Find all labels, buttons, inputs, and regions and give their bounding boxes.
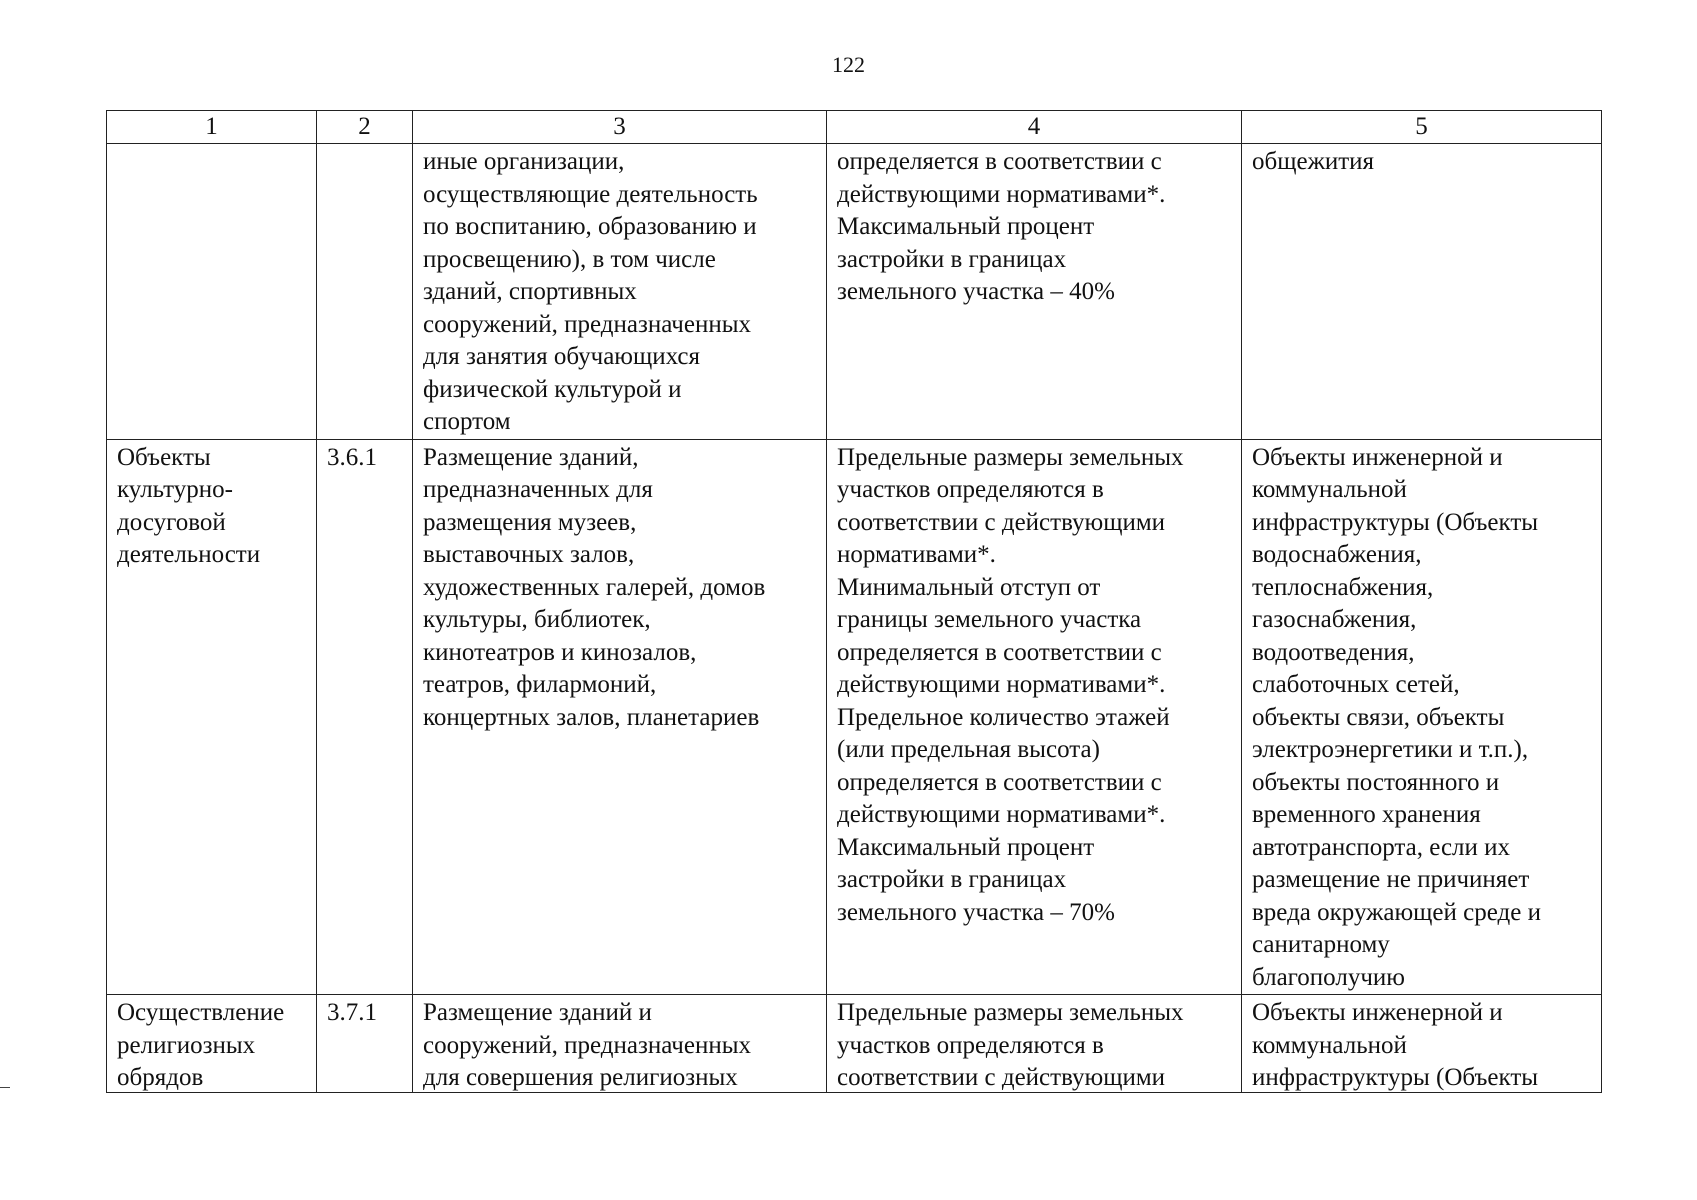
- cell-use-type-container: [107, 995, 317, 1093]
- table-row: [107, 439, 1602, 995]
- table-header-row: [107, 111, 1602, 144]
- cell-code: 3.7.1: [327, 999, 377, 1026]
- column-header-5: 5: [1242, 111, 1602, 144]
- cell-parameters-container: [827, 995, 1242, 1093]
- column-header-1: 1: [107, 111, 317, 144]
- cell-auxiliary-uses-container: [1242, 995, 1602, 1093]
- column-header-3: 3: [413, 111, 827, 144]
- cell-use-type: [107, 144, 317, 440]
- cell-code-container: [317, 995, 413, 1093]
- margin-mark: [0, 1087, 10, 1088]
- cell-description: Размещение зданий и сооружений, предназначенных для совершения религиозных: [423, 999, 752, 1091]
- column-header-4: 4: [827, 111, 1242, 144]
- cell-parameters: Предельные размеры земельных участков определяются в соответствии с действующими нормативами*. Минимальный отступ от границы земельного участка определяется в соответствии с действующими нормативами*. Предельное количество этажей (или предельная высота) определяется в соответствии с действующими нормативами*. Максимальный процент застройки в границах земельного участка – 70%: [827, 439, 1242, 995]
- cell-parameters: определяется в соответствии с действующими нормативами*. Максимальный процент застройки в границах земельного участка – 40%: [827, 144, 1242, 440]
- table-row: [107, 995, 1602, 1093]
- cell-code: [317, 144, 413, 440]
- cell-description: иные организации, осуществляющие деятельность по воспитанию, образованию и просвещению), в том числе зданий, спортивных сооружений, предназначенных для занятия обучающихся физической культурой и спортом: [413, 144, 827, 440]
- zoning-table: [106, 110, 1602, 1093]
- cell-use-type: Осуществление религиозных обрядов: [117, 999, 285, 1091]
- table-row: [107, 144, 1602, 440]
- cell-description-container: [413, 995, 827, 1093]
- cell-description: Размещение зданий, предназначенных для размещения музеев, выставочных залов, художественных галерей, домов культуры, библиотек, кинотеатров и кинозалов, театров, филармоний, концертных залов, планетариев: [413, 439, 827, 995]
- cell-auxiliary-uses: общежития: [1242, 144, 1602, 440]
- cell-use-type: Объекты культурно- досуговой деятельности: [107, 439, 317, 995]
- cell-parameters: Предельные размеры земельных участков определяются в соответствии с действующими: [837, 999, 1184, 1091]
- column-header-2: 2: [317, 111, 413, 144]
- cell-auxiliary-uses: Объекты инженерной и коммунальной инфраструктуры (Объекты водоснабжения, теплоснабжения, газоснабжения, водоотведения, слаботочных сетей, объекты связи, объекты электроэнергетики и т.п.), объекты постоянного и временного хранения автотранспорта, если их размещение не причиняет вреда окружающей среде и санитарному благополучию: [1242, 439, 1602, 995]
- cell-auxiliary-uses: Объекты инженерной и коммунальной инфраструктуры (Объекты: [1252, 999, 1539, 1091]
- page-number: 122: [832, 52, 865, 77]
- cell-code: 3.6.1: [317, 439, 413, 995]
